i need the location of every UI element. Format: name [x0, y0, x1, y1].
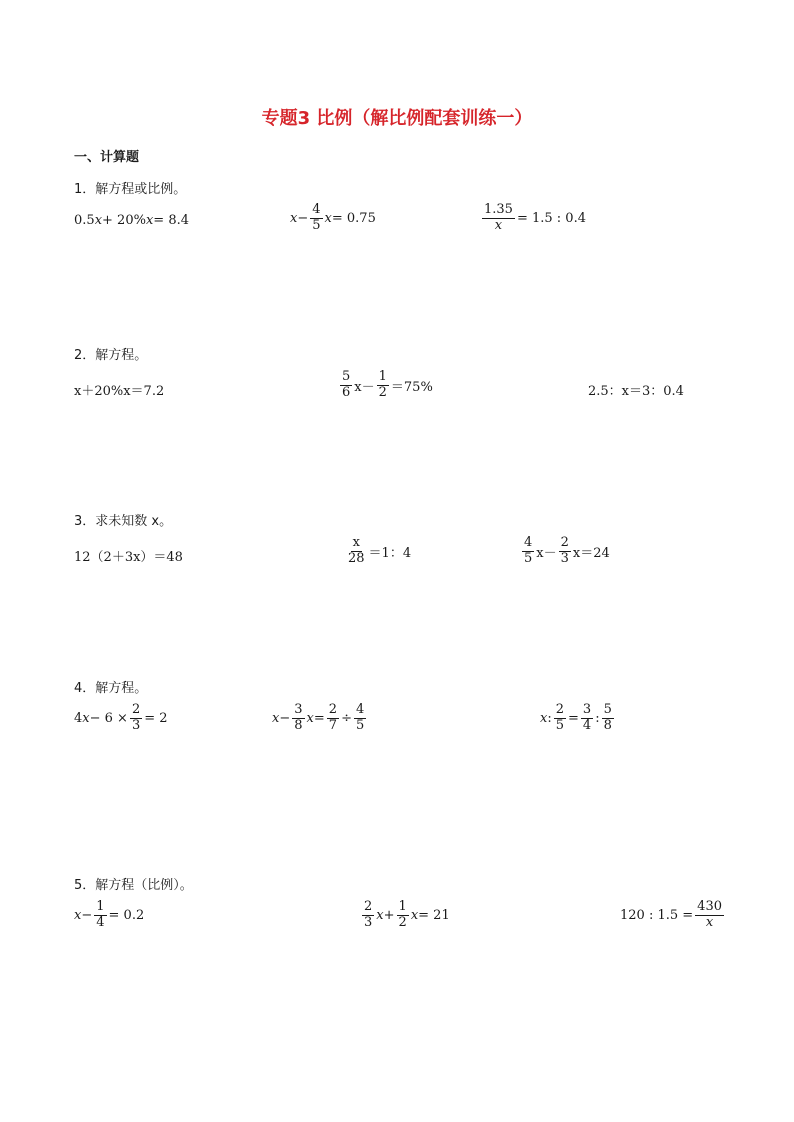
fraction: $\frac{5}{6}$ [342, 369, 351, 400]
fraction: $\frac{4}{5}$ [355, 702, 365, 733]
question-2-label: 2．解方程。 [74, 348, 148, 363]
fraction: $\frac{2}{3}$ [560, 535, 569, 566]
fraction: $\frac{2}{3}$ [131, 702, 141, 733]
fraction: $\frac{1}{2}$ [378, 369, 387, 400]
q4-equation-3: x : $\frac{2}{5}$ = $\frac{3}{4}$ : $\frac{5}{8}$ [540, 702, 612, 733]
question-5-label: 5．解方程（比例）。 [74, 878, 193, 893]
fraction: $\frac{430}{x}$ [697, 899, 722, 930]
q2-equation-3: 2.5：x＝3：0.4 [588, 384, 684, 399]
fraction: $\frac{1}{2}$ [398, 899, 407, 930]
fraction: $\frac{3}{4}$ [582, 702, 592, 733]
fraction: $\frac{1.35}{x}$ [484, 202, 513, 233]
fraction: $\frac{x}{28}$ [348, 535, 365, 566]
q5-equation-3: 120 : 1.5 = $\frac{430}{x}$ [620, 899, 722, 930]
q1-equation-3: $\frac{1.35}{x}$ = 1.5 : 0.4 [484, 202, 586, 233]
fraction: $\frac{1}{4}$ [96, 899, 105, 930]
fraction: $\frac{3}{8}$ [294, 702, 303, 733]
q5-equation-2: $\frac{2}{3}$ x + $\frac{1}{2}$ x = 21 [364, 899, 450, 930]
fraction: $\frac{5}{8}$ [603, 702, 612, 733]
q1-equation-1: 0.5 x + 20% x = 8.4 [74, 213, 189, 228]
question-1-label: 1．解方程或比例。 [74, 182, 187, 197]
fraction: $\frac{2}{5}$ [555, 702, 565, 733]
question-4-label: 4．解方程。 [74, 681, 148, 696]
question-3-label: 3．求未知数 x。 [74, 514, 173, 529]
q1-equation-2: x − $\frac{4}{5}$ x = 0.75 [290, 202, 376, 233]
q3-equation-2: $\frac{x}{28}$ ＝1：4 [348, 535, 412, 566]
q4-equation-2: x − $\frac{3}{8}$ x = $\frac{2}{7}$ ÷ $\frac{4}{5}$ [272, 702, 365, 733]
q3-equation-1: 12（2＋3x）＝48 [74, 550, 183, 565]
fraction: $\frac{4}{5}$ [524, 535, 533, 566]
fraction: $\frac{4}{5}$ [312, 202, 321, 233]
fraction: $\frac{2}{7}$ [328, 702, 338, 733]
q2-equation-2: $\frac{5}{6}$ x－ $\frac{1}{2}$ ＝75% [342, 369, 433, 400]
fraction: $\frac{2}{3}$ [364, 899, 373, 930]
q4-equation-1: 4 x − 6 × $\frac{2}{3}$ = 2 [74, 702, 168, 733]
section-heading: 一、计算题 [74, 150, 140, 165]
q3-equation-3: $\frac{4}{5}$ x－ $\frac{2}{3}$ x＝24 [524, 535, 610, 566]
q2-equation-1: x＋20%x＝7.2 [74, 384, 165, 399]
q5-equation-1: x − $\frac{1}{4}$ = 0.2 [74, 899, 145, 930]
page-title: 专题3 比例（解比例配套训练一） [261, 108, 533, 129]
